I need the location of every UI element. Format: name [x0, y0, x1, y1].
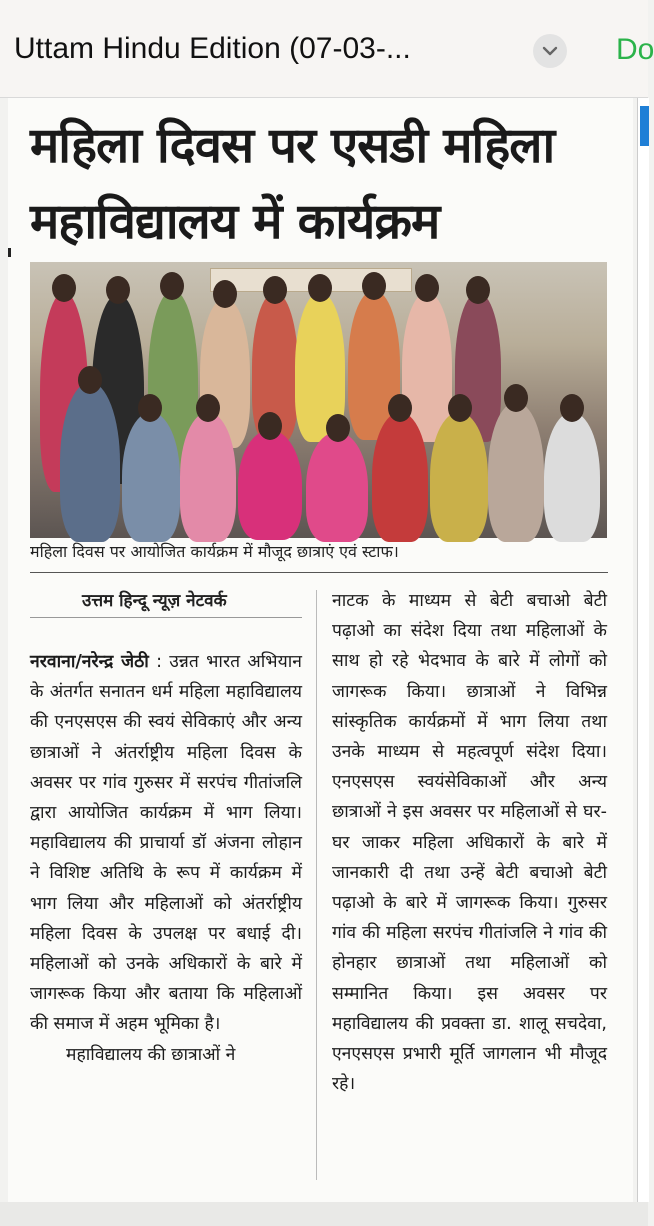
photo-head [258, 412, 282, 440]
photo-figure [488, 402, 544, 542]
photo-figure [306, 432, 368, 542]
photo-head [560, 394, 584, 422]
photo-figure [180, 412, 236, 542]
photo-caption: महिला दिवस पर आयोजित कार्यक्रम में मौजूद छात्राएं एवं स्टाफ। [30, 542, 399, 561]
column-1-text: : उन्नत भारत अभियान के अंतर्गत सनातन धर्म महिला महाविद्यालय की एनएसएस की स्वयं सेविकाएं और अन्य छात्राओं ने अंतर्राष्ट्रीय महिला दिवस के अवसर पर गांव गुरुसर में सरपंच गीतांजलि द्वारा आयोजित कार्यक्रम में भाग लिया। महाविद्यालय की प्राचार्या डॉ अंजना लोहान ने विशिष्ट अतिथि के रूप में कार्यक्रम में भाग लिया और महिलाओं को अंतर्राष्ट्रीय महिला दिवस के उपलक्ष पर बधाई दी। महिलाओं को उनके अधिकारों के बारे में जागरूक किया और बताया कि महिलाओं की समाज में अहम भूमिका है। [30, 652, 302, 1035]
article-column-1 [30, 647, 302, 1070]
column-1-paragraph-2: महाविद्यालय की छात्राओं ने [66, 1044, 236, 1065]
photo-figure [372, 412, 428, 542]
chevron-down-icon [542, 46, 558, 56]
photo-head [308, 274, 332, 302]
article-photo [30, 262, 607, 538]
photo-head [138, 394, 162, 422]
page-edge-mark [8, 248, 11, 257]
photo-head [326, 414, 350, 442]
photo-head [466, 276, 490, 304]
photo-head [196, 394, 220, 422]
photo-head [504, 384, 528, 412]
scroll-strip[interactable] [637, 98, 649, 1202]
photo-head [52, 274, 76, 302]
caption-divider [30, 572, 608, 573]
photo-figure [60, 382, 120, 542]
article-column-2 [332, 586, 607, 1099]
title-menu-button[interactable] [533, 34, 567, 68]
column-divider [316, 590, 317, 1180]
photo-head [388, 394, 412, 422]
viewer-top-bar [0, 0, 654, 98]
article-headline: महिला दिवस पर एसडी महिला महाविद्यालय में कार्यक्रम [30, 117, 555, 250]
photo-figure [122, 412, 180, 542]
byline: उत्तम हिन्दू न्यूज़ नेटवर्क [82, 591, 227, 611]
photo-figure [544, 412, 600, 542]
photo-head [263, 276, 287, 304]
photo-head [213, 280, 237, 308]
dateline: नरवाना/नरेन्द्र जेठी [30, 652, 149, 672]
photo-head [78, 366, 102, 394]
byline-divider [30, 617, 302, 618]
done-button[interactable]: Do [616, 33, 654, 66]
column-2-text: नाटक के माध्यम से बेटी बचाओ बेटी पढ़ाओ का संदेश दिया तथा महिलाओं के साथ हो रहे भेदभाव के बारे में लोगों को जागरूक किया। छात्राओं ने विभिन्न सांस्कृतिक कार्यक्रमों में भाग लिया तथा उनके माध्यम से महत्वपूर्ण संदेश दिया। एनएसएस स्वयंसेविकाओं और अन्य छात्राओं ने इस अवसर पर महिलाओं से घर-घर जाकर महिला अधिकारों के बारे में जानकारी दी तथा उन्हें बेटी बचाओ बेटी पढ़ाओ के बारे में जागरूक किया। गुरुसर गांव की महिला सरपंच गीतांजलि ने गांव की होनहार छात्राओं तथा महिलाओं को सम्मानित किया। इस अवसर पर महाविद्यालय की प्रवक्ता डा. शालू सचदेवा, एनएसएस प्रभारी मूर्ति जागलान भी मौजूद रहे। [332, 591, 607, 1095]
photo-head [160, 272, 184, 300]
photo-head [362, 272, 386, 300]
document-title: Uttam Hindu Edition (07-03-... [14, 32, 411, 65]
photo-figure [430, 412, 488, 542]
photo-figure [238, 430, 302, 540]
viewer-bottom-bar [0, 1202, 648, 1226]
scroll-indicator[interactable] [640, 106, 649, 146]
photo-head [415, 274, 439, 302]
photo-head [448, 394, 472, 422]
photo-head [106, 276, 130, 304]
